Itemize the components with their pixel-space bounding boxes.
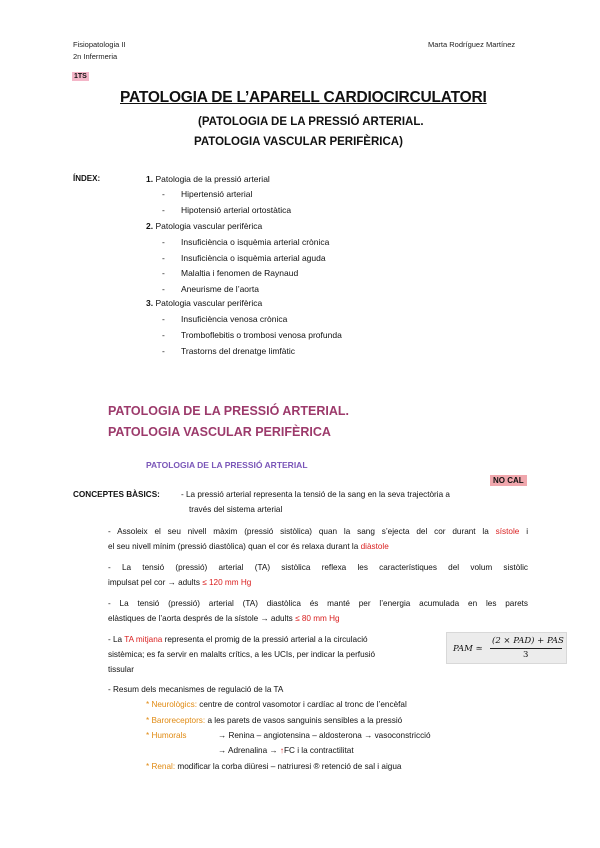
formula-denominator: 3 [523, 650, 529, 660]
index-item: Trastorns del drenatge limfàtic [181, 346, 296, 356]
index-section [146, 221, 262, 231]
index-section [146, 174, 270, 184]
text: - Assoleix el seu nivell màxim (pressió sistòlica) quan la sang s’ejecta del cor durant la [108, 527, 496, 536]
page-title: PATOLOGIA DE L’APARELL CARDIOCIRCULATORI [120, 89, 487, 106]
index-section-label: Patologia de la pressió arterial [155, 174, 270, 184]
regulation-heading: - Resum dels mecanismes de regulació de la TA [108, 685, 284, 694]
index-item: Tromboflebitis o trombosi venosa profunda [181, 330, 342, 340]
index-number: 2. [146, 221, 154, 231]
subsection-title: PATOLOGIA DE LA PRESSIÓ ARTERIAL [146, 460, 308, 470]
index-heading: ÍNDEX: [73, 174, 101, 183]
degree-name: 2n Infermeria [73, 52, 118, 61]
course-name: Fisiopatologia II [73, 40, 126, 49]
concepts-intro-line-2: través del sistema arterial [189, 505, 283, 514]
bullet: * [146, 700, 150, 709]
humoral-line-2 [218, 746, 354, 755]
text: centre de control vasomotor i cardíac al tronc de l’encèfal [196, 700, 407, 709]
list-dash: - [162, 205, 165, 215]
index-number: 3. [146, 298, 154, 308]
list-dash: - [162, 314, 165, 324]
text: FC i la contractilitat [284, 746, 354, 755]
index-section-label: Patologia vascular perifèrica [155, 221, 263, 231]
index-item: Insuficiència o isquèmia arterial aguda [181, 253, 326, 263]
sistole-term: sístole [495, 527, 520, 536]
regulation-neuro [146, 700, 407, 709]
section-title-1: PATOLOGIA DE LA PRESSIÓ ARTERIAL. [108, 404, 349, 418]
list-dash: - [162, 346, 165, 356]
index-section-label: Patologia vascular perifèrica [155, 298, 263, 308]
list-dash: - [162, 237, 165, 247]
index-item: Insuficiència venosa crònica [181, 314, 288, 324]
text: representa el promig de la pressió arterial a la circulació [162, 635, 368, 644]
paragraph-systolic [108, 560, 528, 590]
renal-label: Renal: [151, 762, 176, 771]
index-item: Malaltia i fenomen de Raynaud [181, 268, 299, 278]
regulation-renal [146, 762, 401, 771]
bullet: * [146, 762, 150, 771]
paragraph-diastolic [108, 596, 528, 626]
index-section [146, 298, 262, 308]
baro-label: Baroreceptors: [151, 716, 206, 725]
concepts-intro-line-1: - La pressió arterial representa la tensió de la sang en la seva trajectòria a [181, 490, 450, 499]
text: - La tensió (pressió) arterial (TA) sistòlica reflexa les característiques del volum sistòlic [108, 563, 528, 572]
text: el seu nivell mínim (pressió diastòlica) quan el cor és relaxa durant la [108, 542, 361, 551]
pam-formula [446, 632, 567, 664]
text: a les parets de vasos sanguinis sensibles a la pressió [205, 716, 403, 725]
index-item: Hipotensió arterial ortostàtica [181, 205, 292, 215]
text: sistèmica; es fa servir en malalts crítics, a les UCIs, per indicar la perfusió [108, 650, 376, 659]
page-subtitle-2: PATOLOGIA VASCULAR PERIFÈRICA) [194, 136, 403, 148]
author-name: Marta Rodríguez Martínez [428, 40, 516, 49]
text: - La [108, 635, 125, 644]
up-arrow-icon: ↑ [279, 746, 284, 755]
humoral-line-1: → Renina – angiotensina – aldosterona → vasoconstricció [218, 731, 431, 740]
text: modificar la corba diüresi – natriuresi ® retenció de sal i aigua [175, 762, 402, 771]
list-dash: - [162, 189, 165, 199]
section-title-2: PATOLOGIA VASCULAR PERIFÈRICA [108, 425, 331, 439]
diastole-term: diàstole [360, 542, 389, 551]
diastolic-value: ≤ 80 mm Hg [295, 614, 340, 623]
page-subtitle-1: (PATOLOGIA DE LA PRESSIÓ ARTERIAL. [198, 116, 424, 128]
text: → Adrenalina → [218, 746, 280, 755]
list-dash: - [162, 268, 165, 278]
concepts-heading: CONCEPTES BÀSICS: [73, 490, 160, 499]
paragraph-sistole [108, 524, 528, 554]
list-dash: - [162, 330, 165, 340]
paragraph-mean-pressure [108, 632, 443, 677]
index-item: Hipertensió arterial [181, 189, 253, 199]
topic-tag: 1TS [74, 73, 87, 80]
list-dash: - [162, 284, 165, 294]
regulation-baro [146, 716, 402, 725]
neuro-label: Neurològics: [151, 700, 197, 709]
no-cal-badge: NO CAL [490, 475, 527, 486]
text: - La tensió (pressió) arterial (TA) diastòlica és manté per l’energia acumulada en les parets [108, 599, 528, 608]
index-item: Insuficiència o isquèmia arterial crònica [181, 237, 330, 247]
index-number: 1. [146, 174, 154, 184]
text: i [519, 527, 529, 536]
humoral-label: Humorals [151, 731, 187, 740]
text: tissular [108, 665, 134, 674]
bullet: * [146, 716, 150, 725]
text: impulsat pel cor → adults [108, 578, 203, 587]
formula-lhs: PAM ≃ [453, 644, 483, 654]
regulation-humoral [146, 731, 187, 740]
text: elàstiques de l’aorta després de la sístole → adults [108, 614, 296, 623]
mean-ta-term: TA mitjana [124, 635, 163, 644]
index-item: Aneurisme de l’aorta [181, 284, 259, 294]
formula-numerator: (2 × PAD) + PAS [492, 636, 564, 646]
systolic-value: ≤ 120 mm Hg [202, 578, 252, 587]
formula-fraction-bar [490, 648, 562, 649]
bullet: * [146, 731, 150, 740]
list-dash: - [162, 253, 165, 263]
